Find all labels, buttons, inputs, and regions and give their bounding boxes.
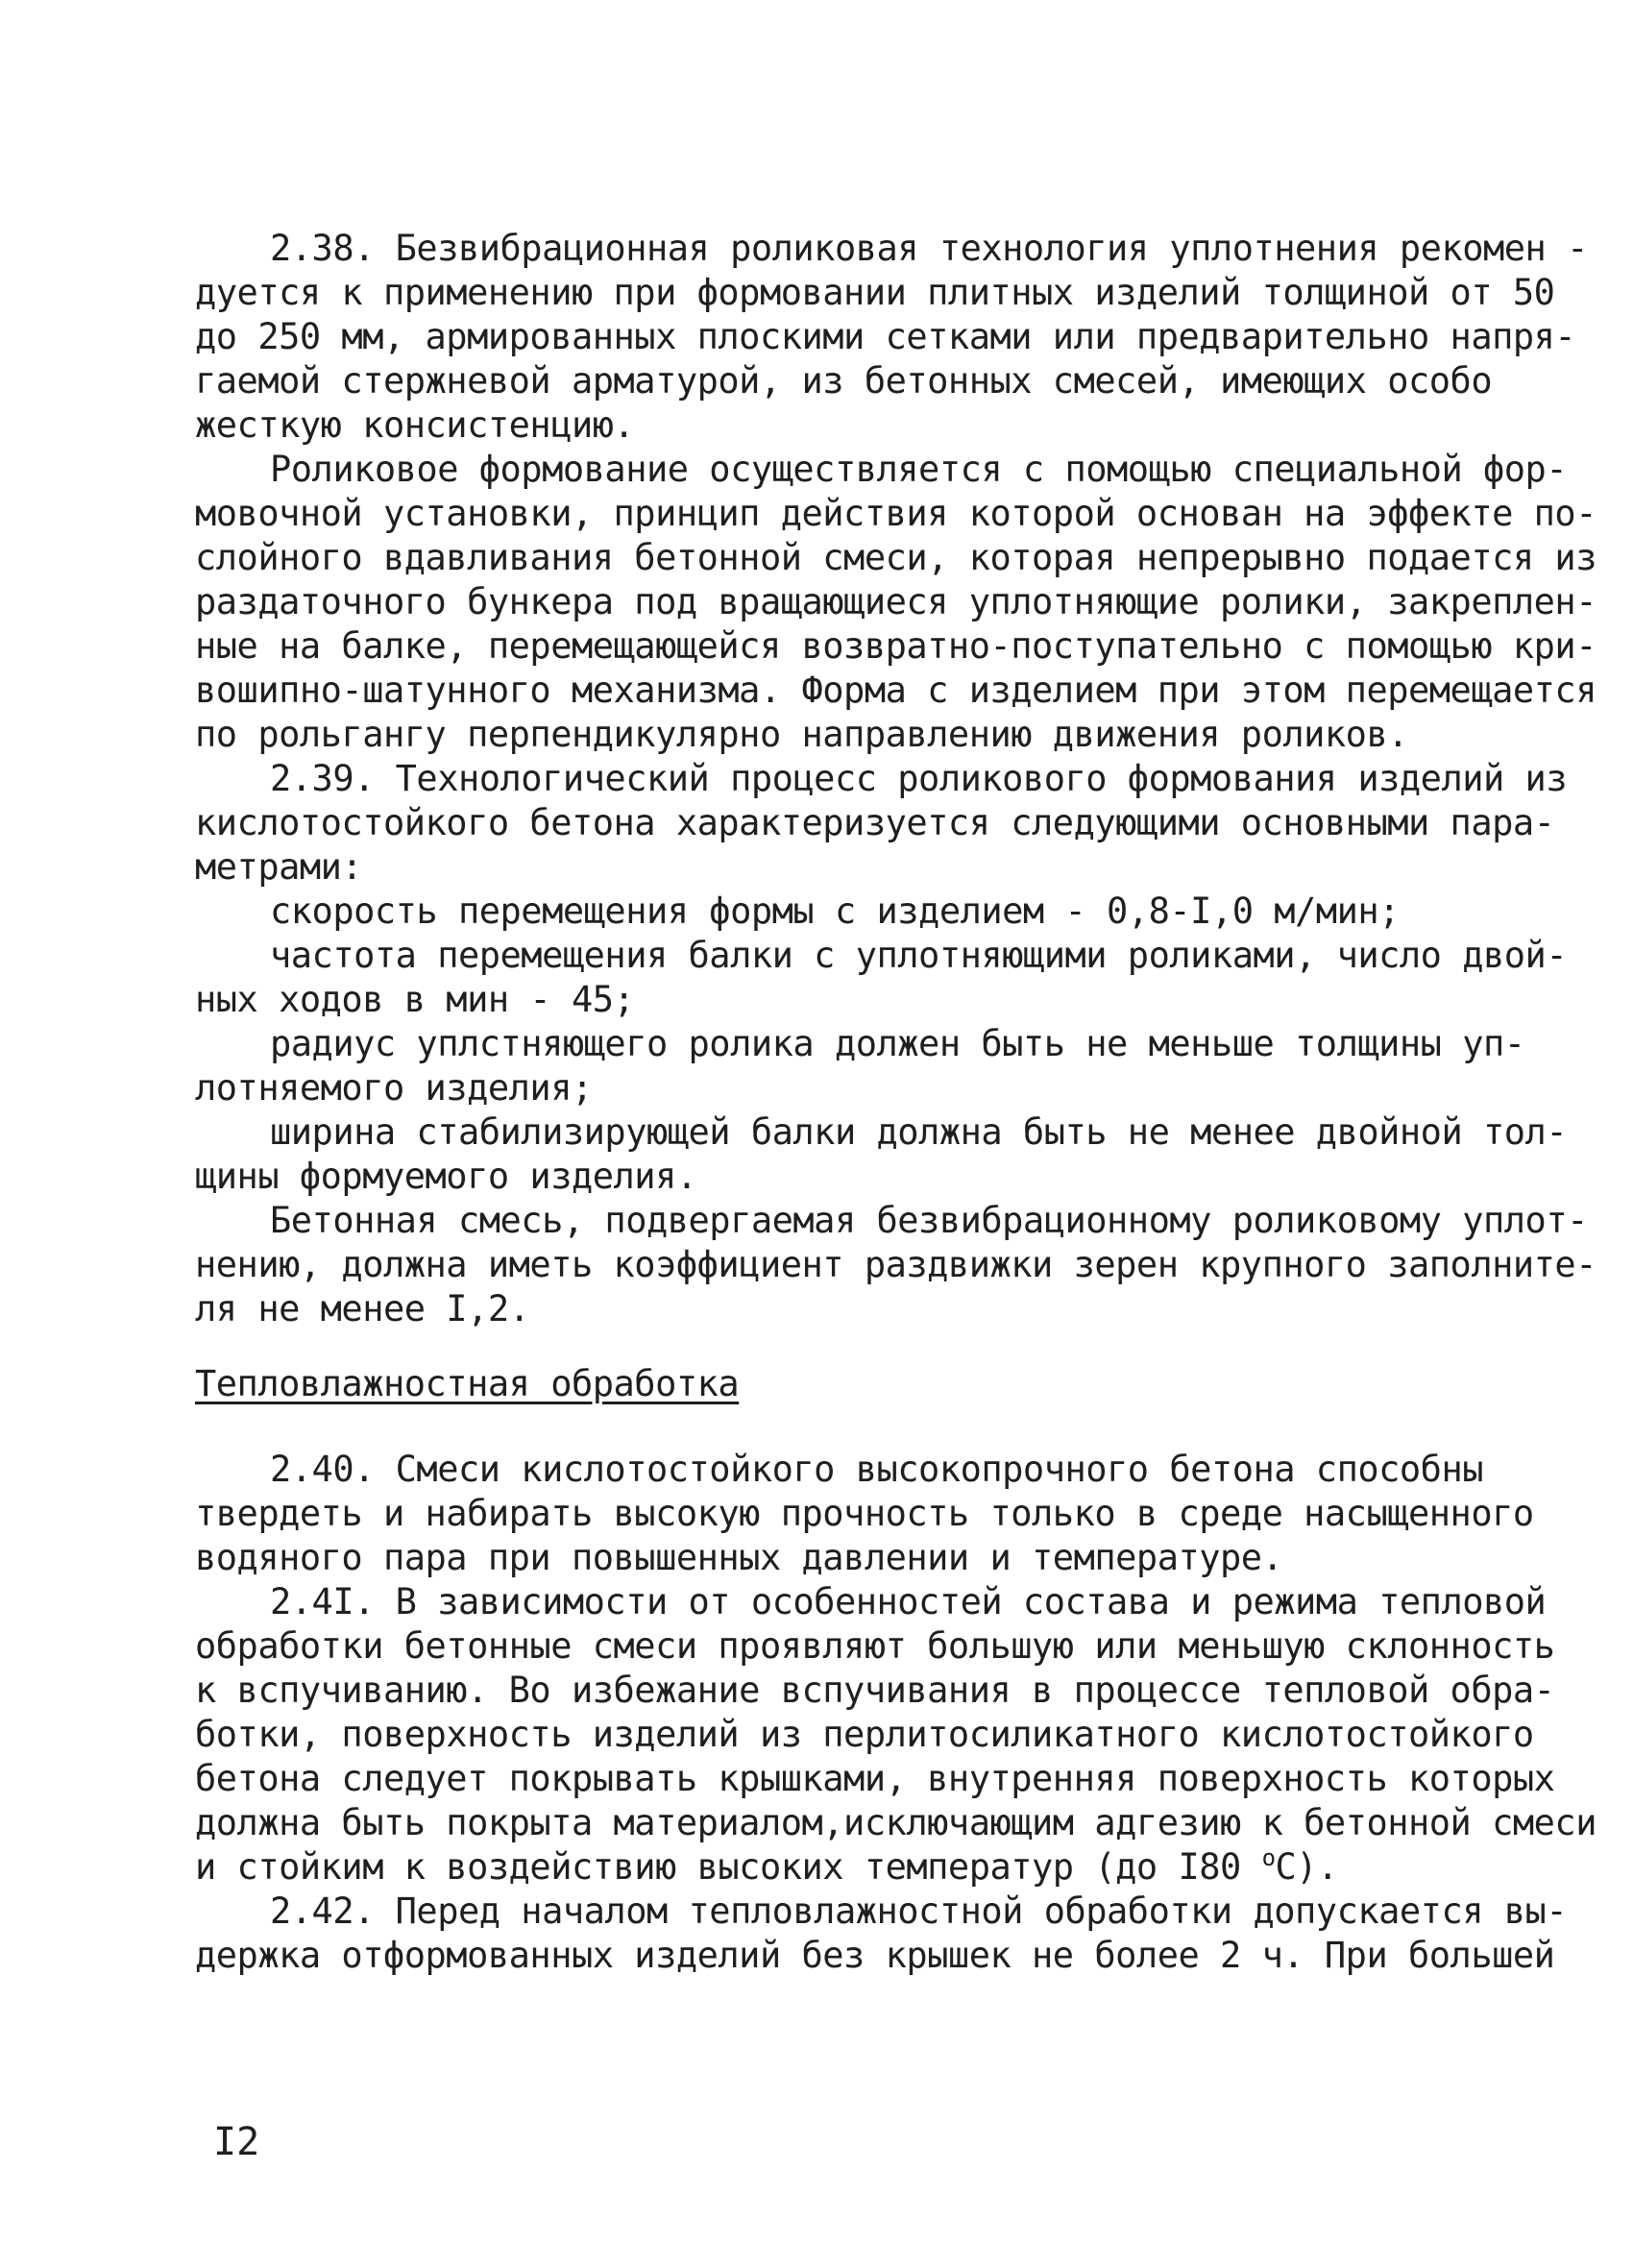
- freq-line-1: частота перемещения балки с уплотняющими роликами, число двой-: [270, 935, 1568, 976]
- roll-line-2: мовочной установки, принцип действия которой основан на эффекте по-: [195, 493, 1596, 534]
- radius-line-1: радиус уплстняющего ролика должен быть не меньше толщины уп-: [270, 1023, 1525, 1064]
- p242-line-1: 2.42. Перед началом тепловлажностной обработки допускается вы-: [270, 1890, 1568, 1932]
- mix-line-3: ля не менее I,2.: [195, 1288, 530, 1329]
- speed-line-1: скорость перемещения формы с изделием - 0,8-I,0 м/мин;: [270, 890, 1400, 932]
- p241-line-2: обработки бетонные смеси проявляют большую или меньшую склонность: [195, 1625, 1555, 1667]
- p238-line-3: до 250 мм, армированных плоскими сетками или предварительно напря-: [195, 316, 1576, 357]
- p239-line-1: 2.39. Технологический процесс роликового формования изделий из: [270, 758, 1568, 799]
- roll-line-4: раздаточного бункера под вращающиеся уплотняющие ролики, закреплен-: [195, 581, 1596, 622]
- width-line-2: щины формуемого изделия.: [195, 1156, 697, 1197]
- section-heading: Тепловлажностная обработка: [195, 1363, 740, 1404]
- p241-line-1: 2.4I. В зависимости от особенностей состава и режима тепловой: [270, 1581, 1547, 1622]
- p242-line-2: держка отформованных изделий без крышек не более 2 ч. При большей: [195, 1935, 1555, 1976]
- p241-line-4: ботки, поверхность изделий из перлитосиликатного кислотостойкого: [195, 1714, 1534, 1755]
- p241-line-7-text: и стойким к воздействию высоких температур (до I80: [195, 1846, 1262, 1888]
- roll-line-1: Роликовое формование осуществляется с помощью специальной фор-: [270, 449, 1568, 490]
- roll-line-5: ные на балке, перемещающейся возвратно-поступательно с помощью кри-: [195, 625, 1596, 667]
- p241-line-5: бетона следует покрывать крышками, внутренняя поверхность которых: [195, 1758, 1555, 1799]
- p240-line-3: водяного пара при повышенных давлении и температуре.: [195, 1537, 1283, 1578]
- p241-line-7: [195, 1845, 1441, 1890]
- p241-line-3: к вспучиванию. Во избежание вспучивания в процессе тепловой обра-: [195, 1670, 1555, 1711]
- degree-mark: о: [1261, 1844, 1276, 1871]
- p239-line-2: кислотостойкого бетона характеризуется следующими основными пара-: [195, 802, 1555, 843]
- mix-line-1: Бетонная смесь, подвергаемая безвибрационному роликовому уплот-: [270, 1200, 1588, 1241]
- p238-line-4: гаемой стержневой арматурой, из бетонных смесей, имеющих особо: [195, 360, 1493, 402]
- p239-line-3: метрами:: [195, 846, 363, 888]
- p240-line-2: твердеть и набирать высокую прочность только в среде насыщенного: [195, 1493, 1534, 1534]
- p240-line-1: 2.40. Смеси кислотостойкого высокопрочного бетона способны: [270, 1449, 1484, 1490]
- mix-line-2: нению, должна иметь коэффициент раздвижки зерен крупного заполните-: [195, 1244, 1596, 1285]
- radius-line-2: лотняемого изделия;: [195, 1067, 593, 1109]
- roll-line-7: по рольгангу перпендикулярно направлению движения роликов.: [195, 714, 1409, 755]
- p241-line-7-end: С).: [1275, 1846, 1338, 1888]
- p241-line-6: должна быть покрыта материалом,исключающим адгезию к бетонной смеси: [195, 1802, 1596, 1843]
- p238-line-1: 2.38. Безвибрационная роликовая технология уплотнения рекомен -: [270, 228, 1588, 269]
- p238-line-5: жесткую консистенцию.: [195, 404, 635, 446]
- width-line-1: ширина стабилизирующей балки должна быть не менее двойной тол-: [270, 1111, 1568, 1153]
- roll-line-3: слойного вдавливания бетонной смеси, которая непрерывно подается из: [195, 537, 1596, 578]
- page-number: I2: [213, 2120, 260, 2164]
- p238-line-2: дуется к применению при формовании плитных изделий толщиной от 50: [195, 272, 1555, 313]
- freq-line-2: ных ходов в мин - 45;: [195, 979, 635, 1020]
- roll-line-6: вошипно-шатунного механизма. Форма с изделием при этом перемещается: [195, 670, 1596, 711]
